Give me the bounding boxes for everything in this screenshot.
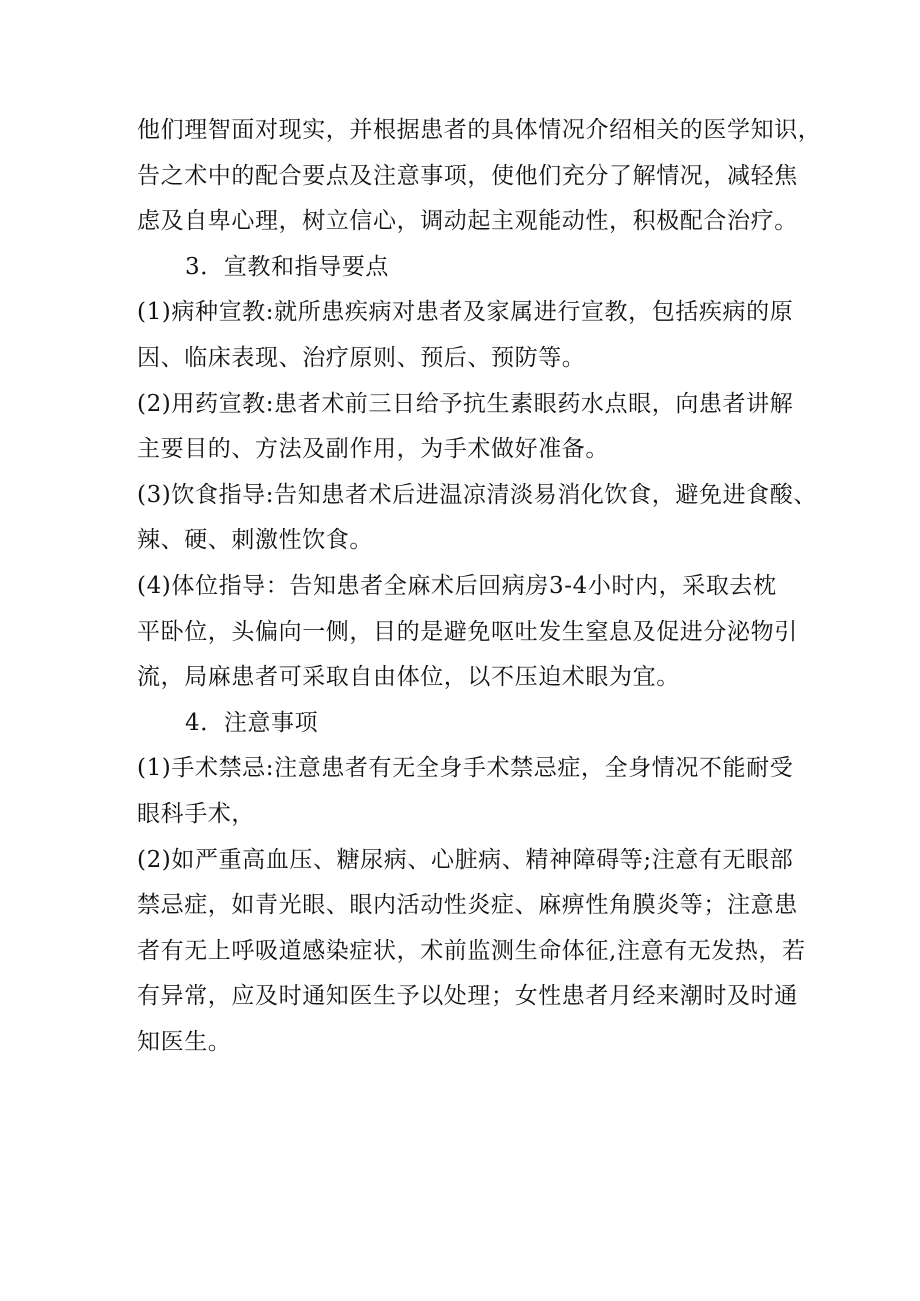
paragraph-line: (1)病种宣教:就所患疾病对患者及家属进行宣教，包括疾病的原 bbox=[137, 299, 794, 326]
paragraph-line: 有异常，应及时通知医生予以处理；女性患者月经来潮时及时通 bbox=[137, 983, 798, 1010]
paragraph-line: 他们理智面对现实，并根据患者的具体情况介绍相关的医学知识， bbox=[137, 117, 822, 143]
paragraph-line: (2)如严重高血压、糖尿病、心脏病、精神障碍等;注意有无眼部 bbox=[137, 846, 794, 873]
section-heading: 3．宣教和指导要点 bbox=[185, 253, 390, 280]
paragraph-line: 禁忌症，如青光眼、眼内活动性炎症、麻痹性角膜炎等；注意患 bbox=[137, 892, 798, 919]
paragraph-line: 眼科手术， bbox=[137, 800, 255, 827]
paragraph-line: 知医生。 bbox=[137, 1028, 232, 1055]
paragraph-line: 辣、硬、刺激性饮食。 bbox=[137, 527, 373, 554]
paragraph-line: 平卧位，头偏向一侧，目的是避免呕吐发生窒息及促进分泌物引 bbox=[137, 618, 798, 645]
section-heading: 4．注意事项 bbox=[185, 709, 319, 736]
paragraph-line: (3)饮食指导:告知患者术后进温凉清淡易消化饮食，避免进食酸、 bbox=[137, 481, 817, 508]
paragraph-line: (1)手术禁忌:注意患者有无全身手术禁忌症，全身情况不能耐受 bbox=[137, 755, 794, 782]
paragraph-line: 告之术中的配合要点及注意事项，使他们充分了解情况，减轻焦 bbox=[137, 162, 798, 189]
paragraph-line: (4)体位指导：告知患者全麻术后回病房3-4小时内，采取去枕 bbox=[137, 572, 777, 599]
document-body bbox=[137, 108, 822, 1065]
paragraph-line: 因、临床表现、治疗原则、预后、预防等。 bbox=[137, 344, 586, 371]
paragraph-line: (2)用药宣教:患者术前三日给予抗生素眼药水点眼，向患者讲解 bbox=[137, 390, 794, 417]
paragraph-line: 者有无上呼吸道感染症状，术前监测生命体征,注意有无发热，若 bbox=[137, 937, 806, 964]
paragraph-line: 虑及自卑心理，树立信心，调动起主观能动性，积极配合治疗。 bbox=[137, 208, 798, 235]
paragraph-line: 主要目的、方法及副作用，为手术做好准备。 bbox=[137, 436, 609, 463]
paragraph-line: 流，局麻患者可采取自由体位，以不压迫术眼为宜。 bbox=[137, 664, 680, 691]
